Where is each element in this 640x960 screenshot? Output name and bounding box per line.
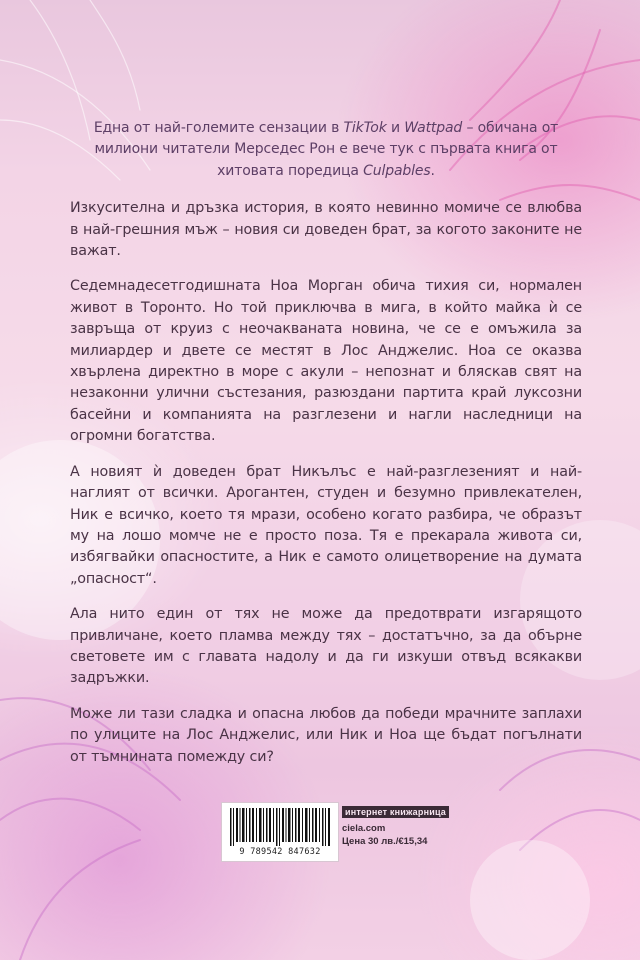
price-label: Цена 30 лв./€15,34 xyxy=(342,836,428,847)
barcode-bars-icon xyxy=(228,808,332,846)
blurb xyxy=(70,118,582,782)
blurb-paragraph: Седемнадесетгодишната Ноа Морган обича тихия си, нормален живот в Торонто. Но той приключва в мига, в който майка ѝ се завръща от круиз с неочакваната новина, че се е омъжила за милиардер и двете се местят в Лос Анджелис. Ноа се оказва хвърлена директно в море с акули – непознат и бляскав свят на незаконни улични състезания, разюздани партита край луксозни басейни и компанията на разглезени и нагли наследници на огромни богатства. xyxy=(70,278,582,445)
blurb-paragraph: А новият ѝ доведен брат Никълъс е най-разглезеният и най-наглият от всички. Арогантен, студен и безумно привлекателен, Ник е всичко, което тя мрази, особено когато разбира, че образът му на лошо момче не е просто поза. Тя е прекарала живота си, избягвайки опасностите, а Ник е самото олицетворение на думата „опасност“. xyxy=(70,463,582,587)
platform-name: TikTok xyxy=(343,120,387,136)
platform-name: Wattpad xyxy=(404,120,463,136)
isbn-number: 9 789542 847632 xyxy=(239,847,321,857)
blurb-paragraph: Може ли тази сладка и опасна любов да победи мрачните заплахи по улиците на Лос Анджелис, или Ник и Ноа ще бъдат погълнати от тъмнината помежду си? xyxy=(70,705,582,765)
intro-text: – обичана от милиони читатели Мерседес Рон е вече тук с първата книга от хитовата поредица xyxy=(94,120,559,179)
store-badge: интернет книжарница xyxy=(342,806,449,818)
series-name: Culpables xyxy=(363,162,431,179)
blurb-paragraph: Изкусителна и дръзка история, в която невинно момиче се влюбва в най-грешния мъж – новия си доведен брат, за когото законите не важат. xyxy=(70,200,582,260)
isbn-barcode xyxy=(221,802,339,862)
bokeh-light xyxy=(470,840,590,960)
intro-text: Една от най-големите сензации в xyxy=(93,120,344,136)
intro-text: . xyxy=(430,162,435,179)
store-website: ciela.com xyxy=(342,823,386,834)
blurb-paragraph: Ала нито един от тях не може да предотврати изгарящото привличане, което пламва между тях – достатъчно, за да обърне световете им с главата надолу и да ги изкуши отвъд всякакви задръжки. xyxy=(70,606,582,687)
store-info xyxy=(342,802,462,847)
intro-text: и xyxy=(386,120,405,136)
intro-paragraph xyxy=(70,118,582,182)
